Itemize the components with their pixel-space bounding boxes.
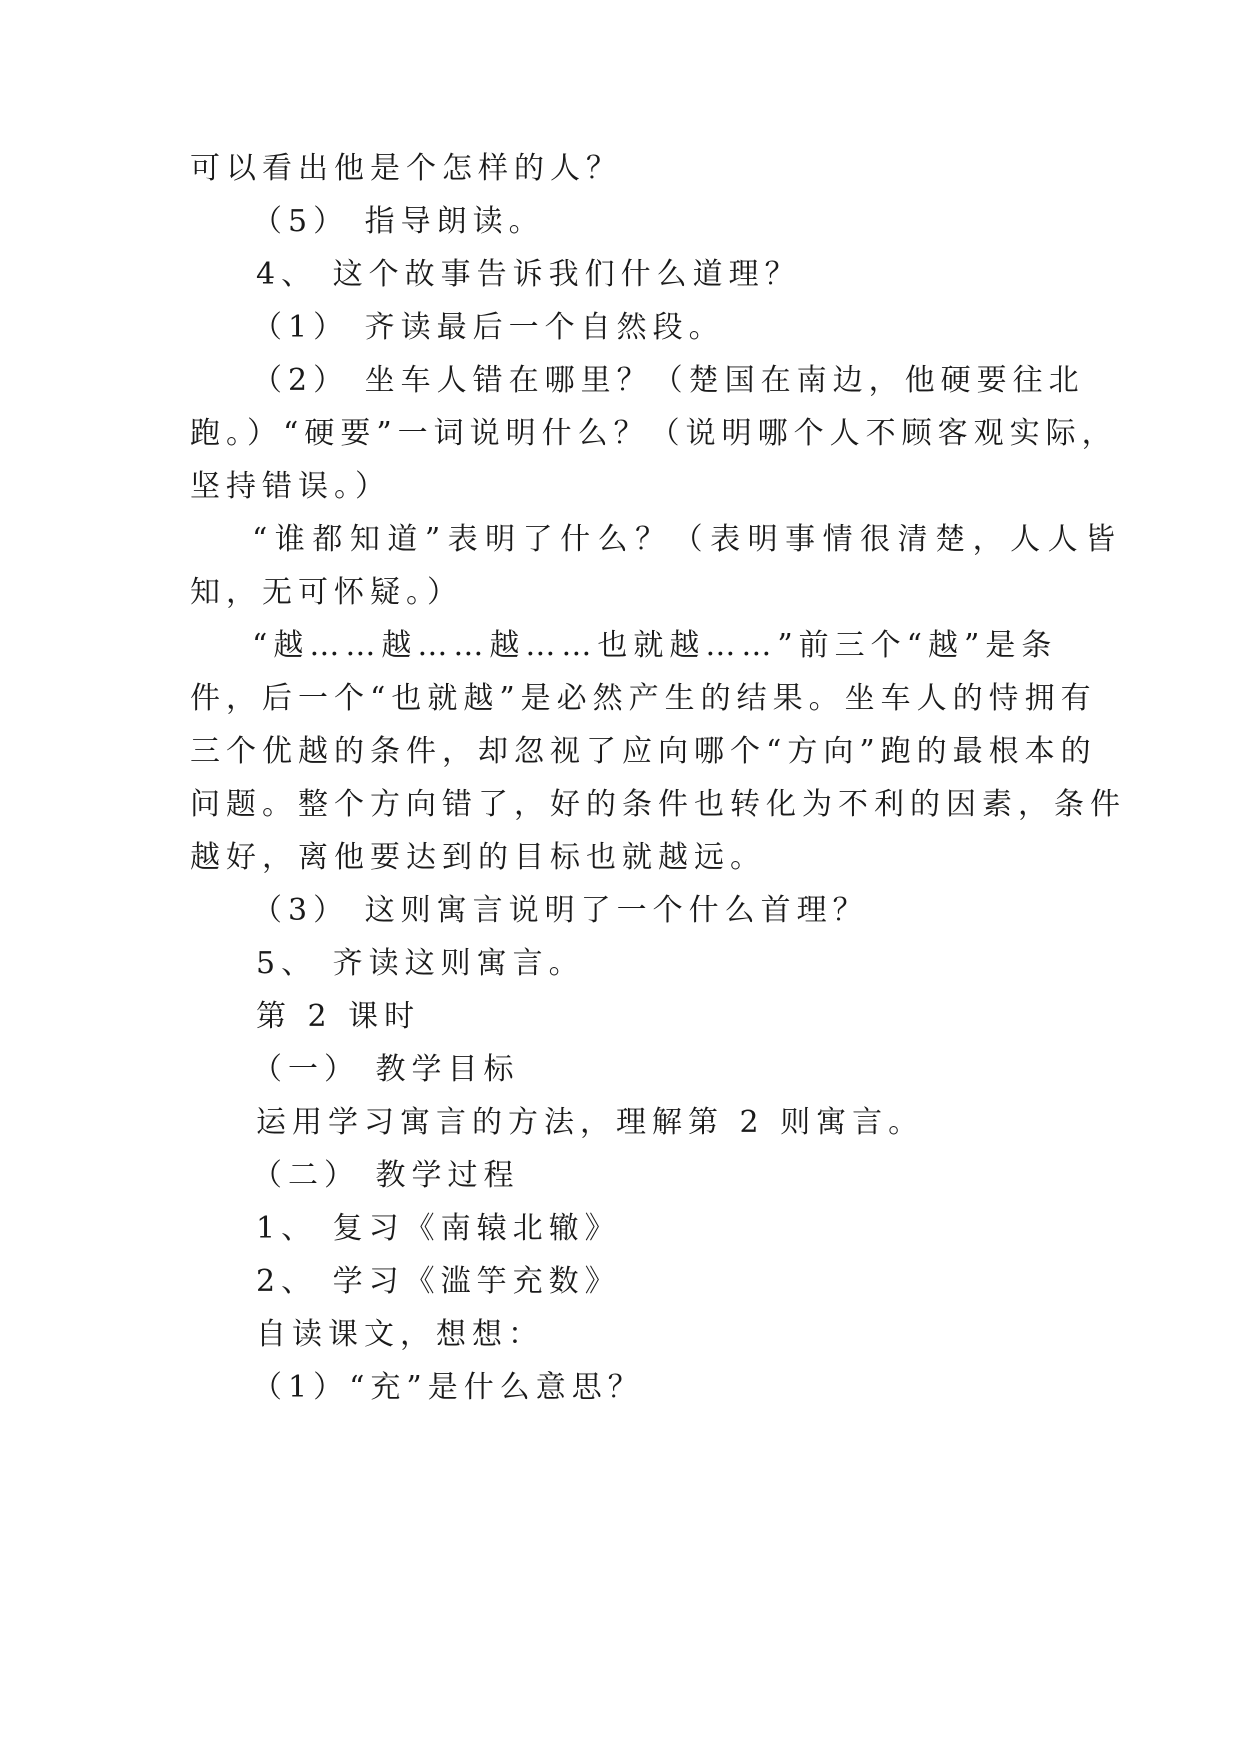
paragraph-line-23: 自读课文，想想：: [256, 1317, 544, 1352]
paragraph-line-15: （3） 这则寓言说明了一个什么首理？: [252, 893, 869, 928]
paragraph-line-13: 问题。整个方向错了，好的条件也转化为不利的因素，条件: [190, 787, 1126, 822]
paragraph-line-2: （5） 指导朗读。: [252, 204, 545, 239]
paragraph-line-14: 越好，离他要达到的目标也就越远。: [190, 840, 766, 875]
paragraph-line-6: 跑。）“硬要”一词说明什么？（说明哪个人不顾客观实际，: [190, 416, 1118, 451]
paragraph-line-1: 可以看出他是个怎样的人？: [190, 151, 622, 186]
paragraph-line-8: “谁都知道”表明了什么？（表明事情很清楚，人人皆: [252, 522, 1123, 557]
paragraph-line-19: 运用学习寓言的方法，理解第 2 则寓言。: [256, 1105, 925, 1140]
list-item-2: 2、 学习《滥竽充数》: [256, 1264, 621, 1299]
list-item-1: 1、 复习《南辕北辙》: [256, 1211, 621, 1246]
paragraph-line-12: 三个优越的条件，却忽视了应向哪个“方向”跑的最根本的: [190, 734, 1097, 769]
paragraph-line-5: （2） 坐车人错在哪里？（楚国在南边，他硬要往北: [252, 363, 1085, 398]
paragraph-line-7: 坚持错误。）: [190, 469, 391, 504]
paragraph-line-3: 4、 这个故事告诉我们什么道理？: [256, 257, 801, 292]
paragraph-line-10: “越……越……越……也就越……”前三个“越”是条: [252, 628, 1058, 663]
paragraph-line-16: 5、 齐读这则寓言。: [256, 946, 585, 981]
paragraph-line-4: （1） 齐读最后一个自然段。: [252, 310, 725, 345]
paragraph-line-24: （1）“充”是什么意思？: [252, 1370, 644, 1405]
paragraph-line-9: 知，无可怀疑。）: [190, 575, 463, 610]
paragraph-line-11: 件，后一个“也就越”是必然产生的结果。坐车人的恃拥有: [190, 681, 1097, 716]
section-heading-lesson-2: 第 2 课时: [256, 999, 421, 1034]
section-heading-objectives: （一） 教学目标: [252, 1052, 520, 1087]
section-heading-process: （二） 教学过程: [252, 1158, 520, 1193]
